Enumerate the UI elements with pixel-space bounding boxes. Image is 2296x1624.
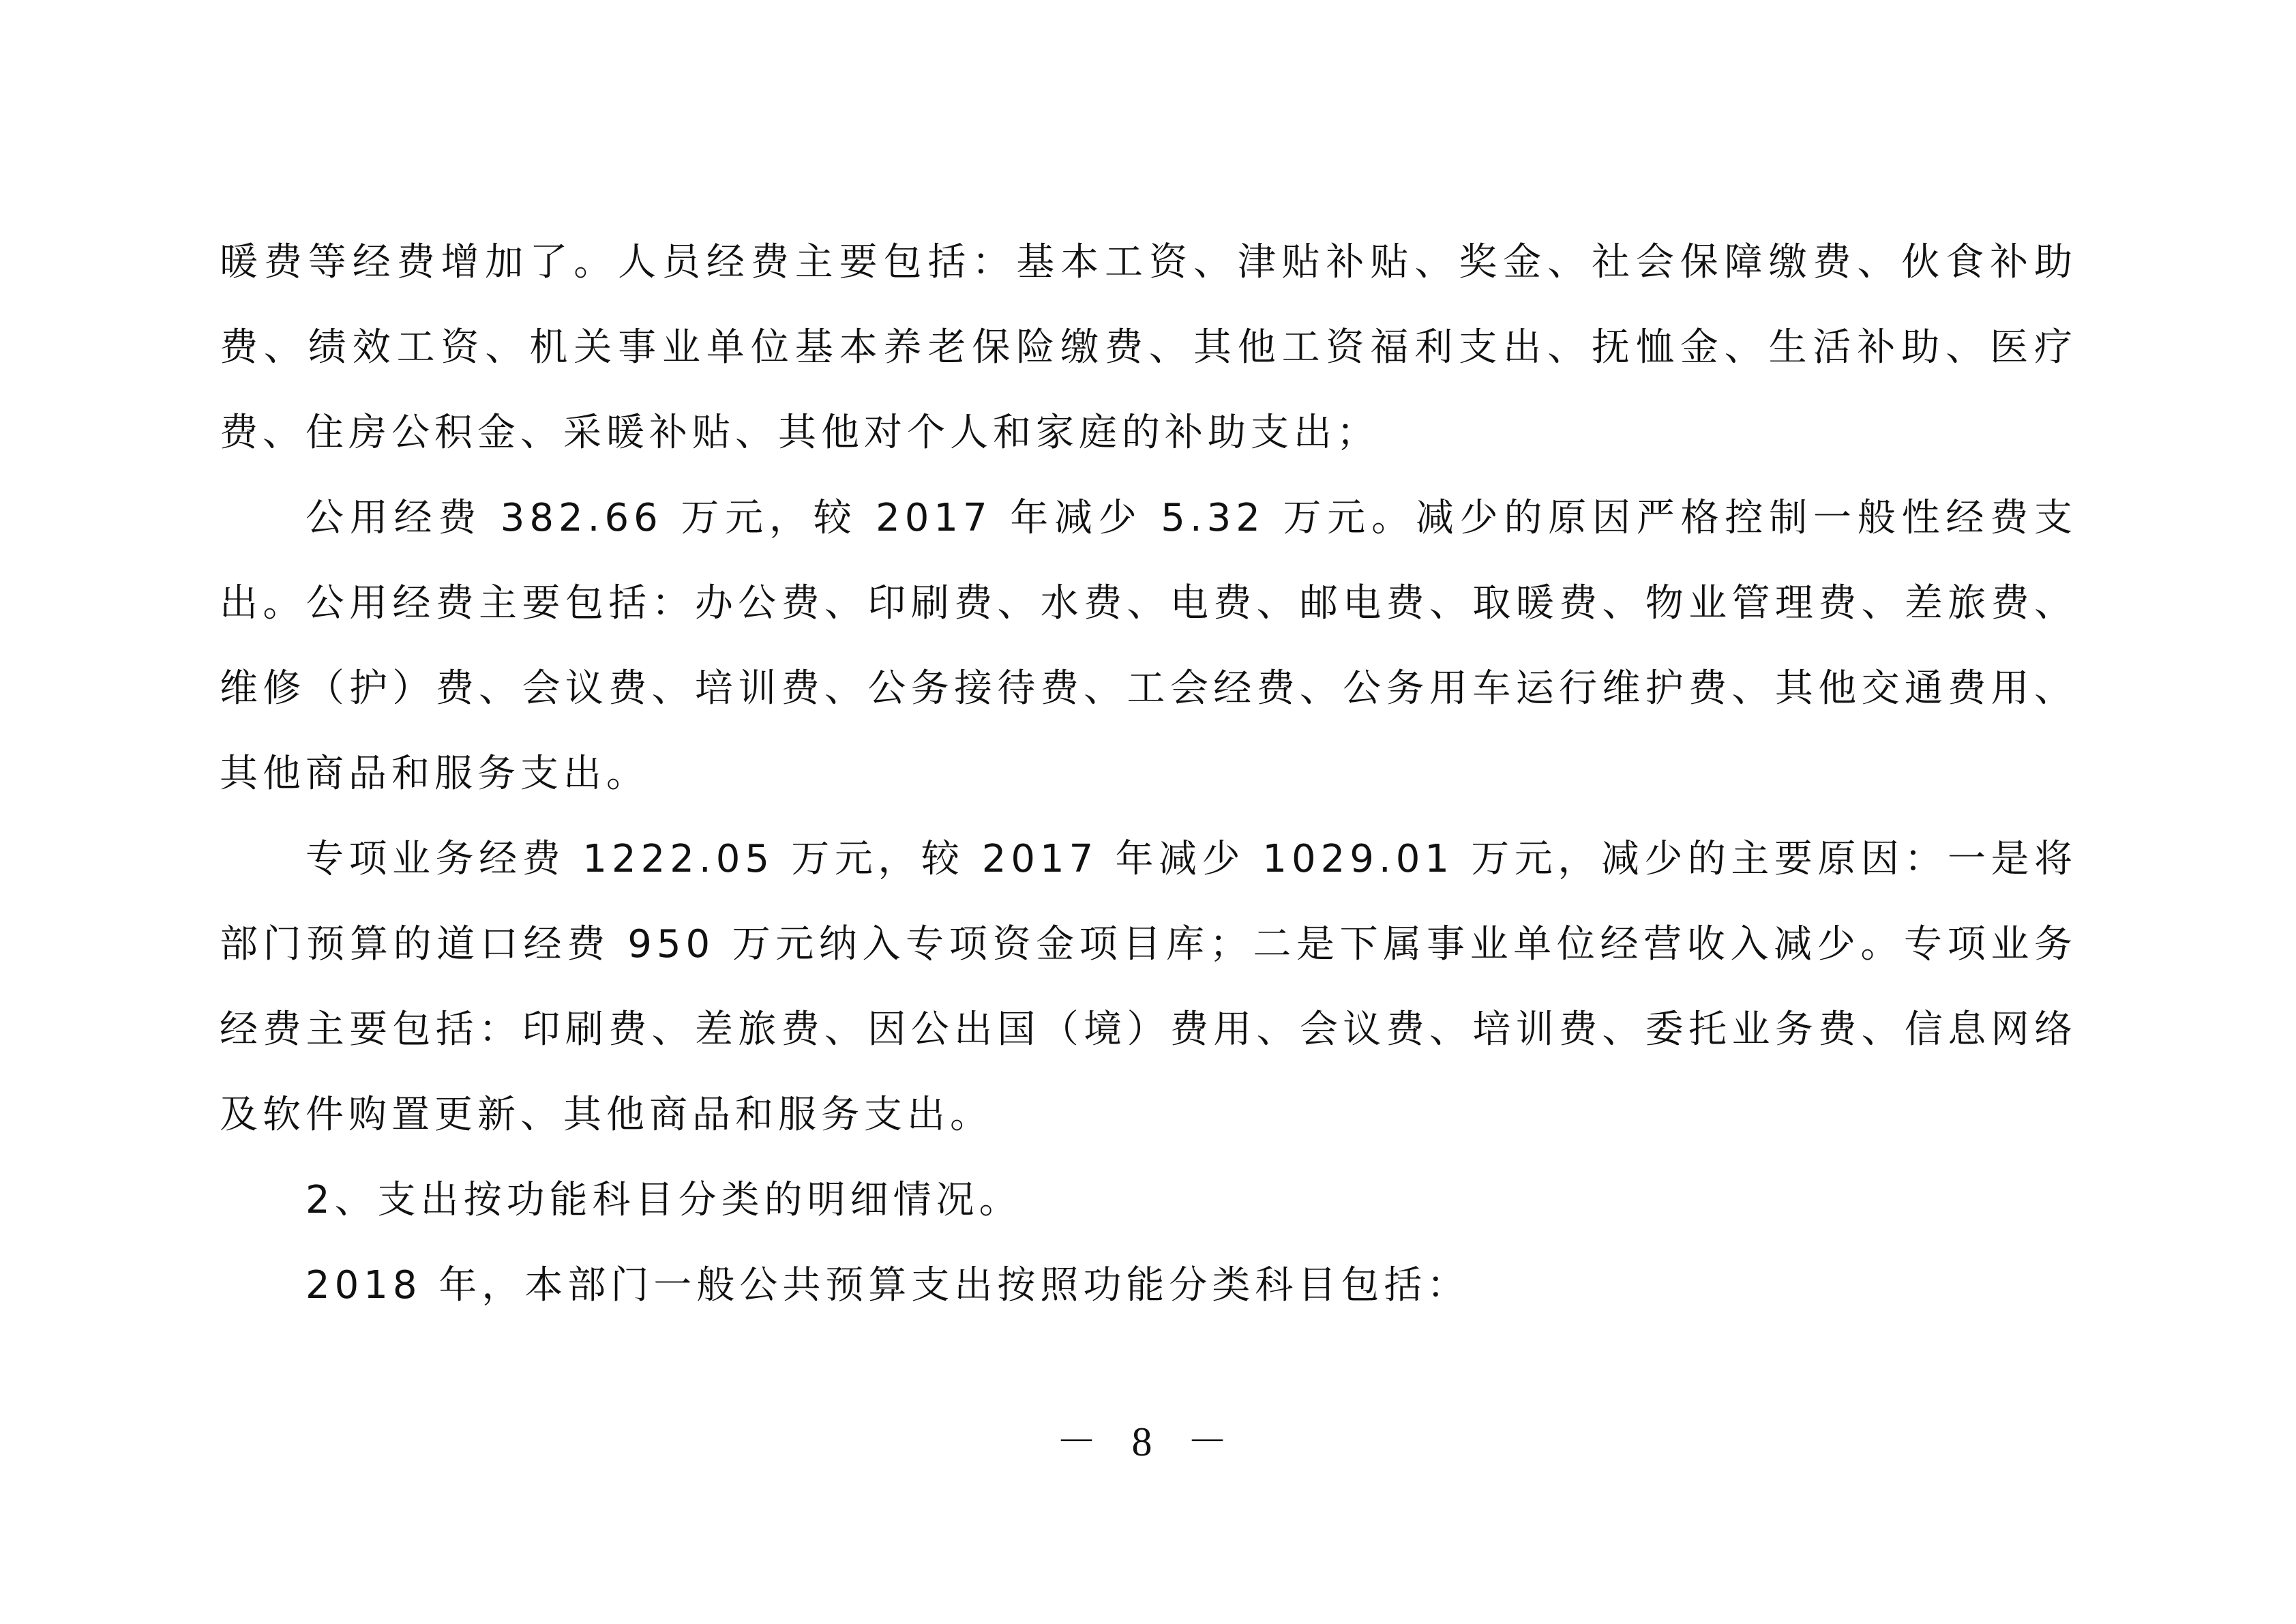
paragraph-functional-classification-intro: 2018 年，本部门一般公共预算支出按照功能分类科目包括：: [305, 1263, 1470, 1308]
document-body: [220, 220, 2077, 1328]
page-number: － 8 －: [1056, 1419, 1240, 1464]
section-heading-functional-classification: 2、支出按功能科目分类的明细情况。: [305, 1178, 1022, 1222]
paragraph-public-expenses: 公用经费 382.66 万元，较 2017 年减少 5.32 万元。减少的原因严格控制一般性经费支出。公用经费主要包括：办公费、印刷费、水费、电费、邮电费、取暖费、物业管理费、差旅费、维修（护）费、会议费、培训费、公务接待费、工会经费、公务用车运行维护费、其他交通费用、其他商品和服务支出。: [220, 496, 2077, 796]
paragraph-special-business-expenses: 专项业务经费 1222.05 万元，较 2017 年减少 1029.01 万元，减少的主要原因：一是将部门预算的道口经费 950 万元纳入专项资金项目库；二是下属事业单位经营收入减少。专项业务经费主要包括：印刷费、差旅费、因公出国（境）费用、会议费、培训费、委托业务费、信息网络及软件购置更新、其他商品和服务支出。: [220, 837, 2077, 1137]
paragraph-personnel-expenses: 暖费等经费增加了。人员经费主要包括：基本工资、津贴补贴、奖金、社会保障缴费、伙食补助费、绩效工资、机关事业单位基本养老保险缴费、其他工资福利支出、抚恤金、生活补助、医疗费、住房公积金、采暖补贴、其他对个人和家庭的补助支出；: [220, 240, 2077, 455]
